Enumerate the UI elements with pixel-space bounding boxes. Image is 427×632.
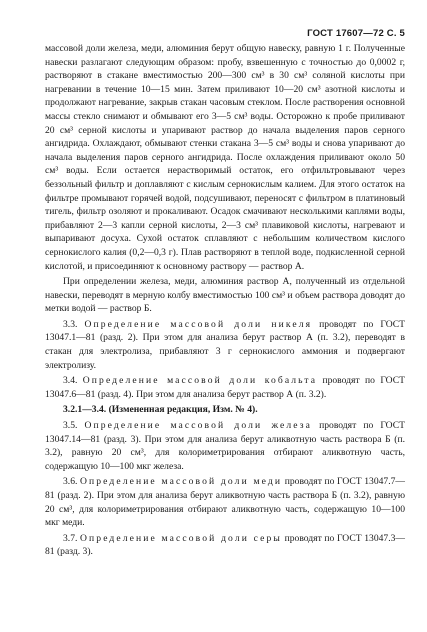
section-text: проводят по ГОСТ 13047.14—81 (разд. 3). При этом для анализа берут аликвотную часть раствора Б (п. 3.2), равную 20 см³, для колориметрирования отбирают аликвотную часть, содержащую 10—100 мкг железа. bbox=[45, 420, 405, 472]
section-title: Определение массовой доли никеля bbox=[84, 318, 313, 330]
section-3-7 bbox=[45, 532, 405, 559]
section-3-6 bbox=[45, 475, 405, 529]
section-text: проводят по ГОСТ 13047.6—81 (разд. 4). При этом для анализа берут раствор А (п. 3.2). bbox=[45, 375, 405, 400]
section-text: проводят по ГОСТ 13047.3—81 (разд. 3). bbox=[45, 532, 405, 558]
section-title: Определение массовой доли меди bbox=[79, 476, 283, 488]
amendment-note: 3.2.1—3.4. (Измененная редакция, Изм. № 4). bbox=[63, 404, 258, 416]
paragraph-dissolution: массовой доли железа, меди, алюминия берут общую навеску, равную 1 г. Полученные навески разлагают следующим образом: пробу, взвешенную с точностью до 0,0002 г, растворяют в стакане вместимостью 200—300 см³ в 30 см³ соляной кислоты при нагревании в течение 10—15 мин. Затем приливают 10—20 см³ азотной кислоты и продолжают нагревание, закрыв стакан часовым стеклом. После растворения основной массы стекло снимают и обмывают его 3—5 см³ воды. Осторожно к пробе приливают 20 см³ серной кислоты и упаривают раствор до начала выделения паров серного ангидрида. Охлаждают, обмывают стенки стакана 3—5 см³ воды и снова упаривают до начала выделения паров серного ангидрида. После охлаждения приливают около 50 см³ воды. Если остается нерастворимый остаток, его отфильтровывают через беззольный фильтр и доплавляют с кислым сернокислым калием. Для этого остаток на фильтре промывают горячей водой, подсушивают, переносят с фильтром в платиновый тигель, фильтр озоляют и прокаливают. Осадок смачивают несколькими каплями воды, прибавляют 2—3 капли серной кислоты, 2—3 см³ плавиковой кислоты, нагревают и выпаривают досуха. Сухой остаток сплавляют с небольшим количеством кислого сернокислого калия (0,2—0,3 г). Плав растворяют в теплой воде, подкисленной серной кислотой, и присоединяют к основному раствору — раствор А. bbox=[45, 43, 405, 272]
section-number: 3.7. bbox=[63, 532, 78, 544]
section-title: Определение массовой доли кобальта bbox=[82, 375, 318, 387]
section-number: 3.6. bbox=[63, 476, 78, 488]
document-body bbox=[45, 42, 405, 559]
section-number: 3.3. bbox=[63, 318, 78, 330]
paragraph-solution-b: При определении железа, меди, алюминия раствор А, полученный из отдельной навески, переводят в мерную колбу вместимостью 100 см³ и объем раствора доводят до метки водой — раствор Б. bbox=[45, 276, 405, 315]
section-number: 3.5. bbox=[63, 420, 78, 432]
section-text: проводят по ГОСТ 13047.7—81 (разд. 2). При этом для анализа берут аликвотную часть раствора Б (п. 3.2), равную 20 см³, для колориметрирования отбирают аликвотную часть, содержащую 10—100 мкг меди. bbox=[45, 476, 405, 529]
section-title: Определение массовой доли железа bbox=[84, 420, 313, 432]
section-3-4 bbox=[45, 374, 405, 401]
section-3-5 bbox=[45, 419, 405, 473]
page-header: ГОСТ 17607—72 С. 5 bbox=[307, 28, 405, 39]
section-title: Определение массовой доли серы bbox=[80, 532, 282, 544]
section-3-3 bbox=[45, 318, 405, 372]
section-text: проводят по ГОСТ 13047.1—81 (разд. 2). При этом для анализа берут раствор А (п. 3.2), переводят в стакан для электролиза, прибавляют 3 г сернокислого аммония и подвергают электролизу. bbox=[45, 318, 405, 371]
section-number: 3.4. bbox=[63, 375, 78, 387]
